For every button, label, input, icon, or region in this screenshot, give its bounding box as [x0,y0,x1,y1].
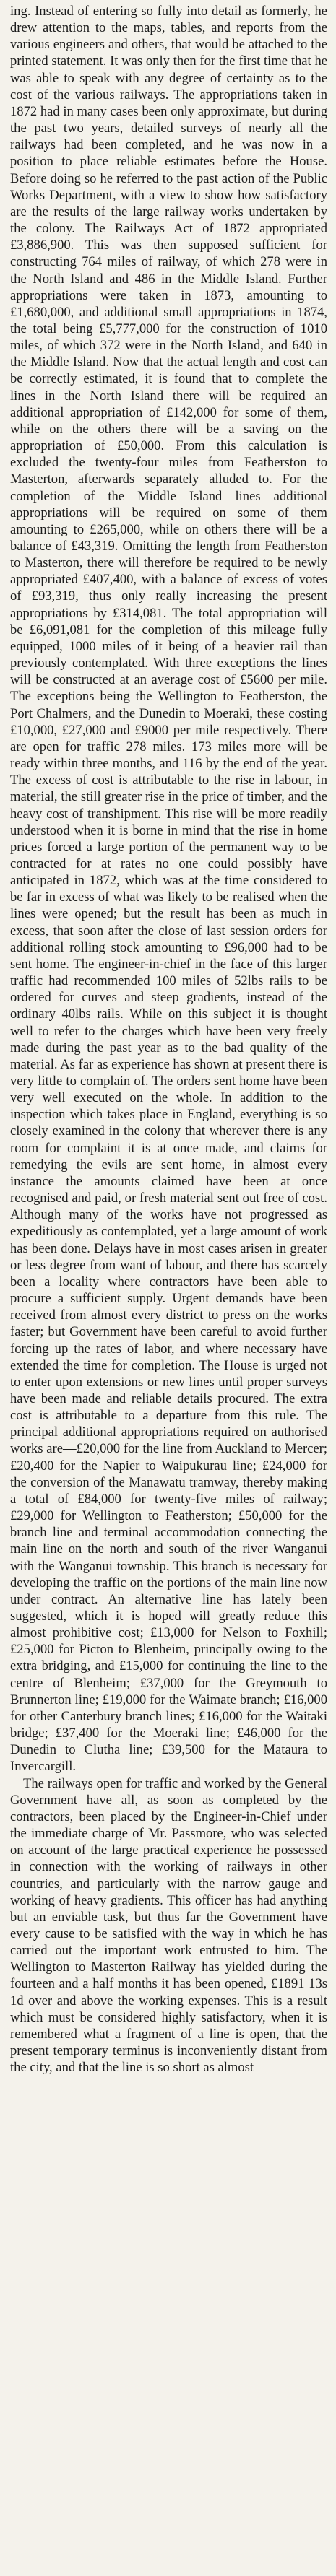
article-paragraph: ing. Instead of entering so fully into detail as formerly, he drew attention to the maps, tables, and reports from the various engineers and others, that would be attached to the printed statement. It was only then for the first time that he was able to speak with any degree of certainty as to the cost of the various railways. The appropriations taken in 1872 had in many cases been only approximate, but during the past two years, detailed surveys of nearly all the railways had been completed, and he was now in a position to place reliable estimates before the House. Before doing so he referred to the past action of the Public Works Department, with a view to show how satisfactory are the results of the large railway works undertaken by the colony. The Railways Act of 1872 appropriated £3,886,900. This was then supposed sufficient for constructing 764 miles of railway, of which 278 were in the North Island and 486 in the Middle Island. Further appropriations were taken in 1873, amounting to £1,680,000, and additional small appropriations in 1874, the total being £5,777,000 for the construction of 1010 miles, of which 372 were in the North Island, and 640 in the Middle Island. Now that the actual length and cost can be correctly estimated, it is found that to complete the lines in the North Island there will be required an additional appropriation of £142,000 for some of them, while on the others there will be a saving on the appropriation of £50,000. From this calculation is excluded the twenty-four miles from Featherston to Masterton, afterwards separately alluded to. For the completion of the Middle Island lines additional appropriations will be required on some of them amounting to £265,000, while on others there will be a balance of £43,319. Omitting the length from Featherston to Masterton, there will therefore be required to be newly appropriated £407,400, with a balance of excess of votes of £93,319, thus only really increasing the present appropriations by £314,081. The total appropriation will be £6,091,081 for the completion of this mileage fully equipped, 1000 miles of it being of a heavier rail than previously contemplated. With three exceptions the lines will be constructed at an average cost of £5600 per mile. The exceptions being the Wellington to Featherston, the Port Chalmers, and the Dunedin to Moeraki, these costing £10,000, £27,000 and £9000 per mile respectively. There are open for traffic 278 miles. 173 miles more will be ready within three months, and 116 by the end of the year. The excess of cost is attributable to the rise in labour, in material, the still greater rise in the price of timber, and the heavy cost of transhipment. This rise will be more readily understood when it is borne in mind that the rise in home prices forced a large portion of the permanent way to be contracted for at rates no one could possibly have anticipated in 1872, which was at the time considered to be far in excess of what was likely to be realised when the lines were opened; but the result has been as much in excess, that soon after the close of last session orders for additional rolling stock amounting to £96,000 had to be sent home. The engineer-in-chief in the face of this larger traffic had recommended 100 miles of 52lbs rails to be ordered for curves and steep gradients, instead of the ordinary 40lbs rails. While on this subject it is thought well to refer to the charges which have been very freely made during the past year as to the bad quality of the material. As far as experience has shown at present there is very little to complain of. The orders sent home have been very well executed on the whole. In addition to the inspection which takes place in England, everything is so closely examined in the colony that wherever there is any room for complaint it is at once made, and claims for remedying the evils are sent home, in almost every instance the amounts claimed have been at once recognised and paid, or fresh material sent out free of cost. Although many of the works have not progressed as expeditiously as contemplated, yet a large amount of work has been done. Delays have in most cases arisen in greater or less degree from want of labour, and there has scarcely been a locality where contractors have been able to procure a sufficient supply. Urgent demands have been received from almost every district to press on the works faster; but Government have been careful to avoid further forcing up the rates of labor, and where necessary have extended the time for completion. The House is urged not to enter upon extensions or new lines until proper surveys have been made and reliable details procured. The extra cost is attributable to a departure from this rule. The principal additional appropriations required on authorised works are—£20,000 for the line from Auckland to Mercer; £20,400 for the Napier to Waipukurau line; £24,000 for the conversion of the Manawatu tramway, thereby making a total of £84,000 for twenty-five miles of railway; £29,000 for Wellington to Featherston; £50,000 for the branch line and terminal accommodation connecting the main line on the north and south of the river Wanganui with the Wanganui township. This branch is necessary for developing the traffic on the portions of the main line now under contract. An alternative line has lately been suggested, which it is hoped will greatly reduce this almost prohibitive cost; £13,000 for Nelson to Foxhill; £25,000 for Picton to Blenheim, principally owing to the extra bridging, and £15,000 for continuing the line to the centre of Blenheim; £37,000 for the Greymouth to Brunnerton line; £19,000 for the Waimate branch; £16,000 for other Canterbury branch lines; £16,000 for the Waitaki bridge; £37,400 for the Moeraki line; £46,000 for the Dunedin to Clutha line; £39,500 for the Mataura to Invercargill. [10,4,327,1775]
article-paragraph: The railways open for traffic and worked by the General Government have all, as soon as completed by the contractors, been placed by the Engineer-in-Chief under the immediate charge of Mr. Passmore, who was selected on account of the large practical experience he possessed in connection with the working of railways in other countries, and particularly with the narrow gauge and working of heavy gradients. This officer has had anything but an enviable task, but thus far the Government have every cause to be satisfied with the way in which he has carried out the important work entrusted to him. The Wellington to Masterton Railway has yielded during the fourteen and a half months it has been opened, £1891 13s 1d over and above the working expenses. This is a result which must be considered highly satisfactory, when it is remembered what a fragment of a line is open, that the present temporary terminus is inconveniently distant from the city, and that the line is so short as almost [10,1775,327,2076]
